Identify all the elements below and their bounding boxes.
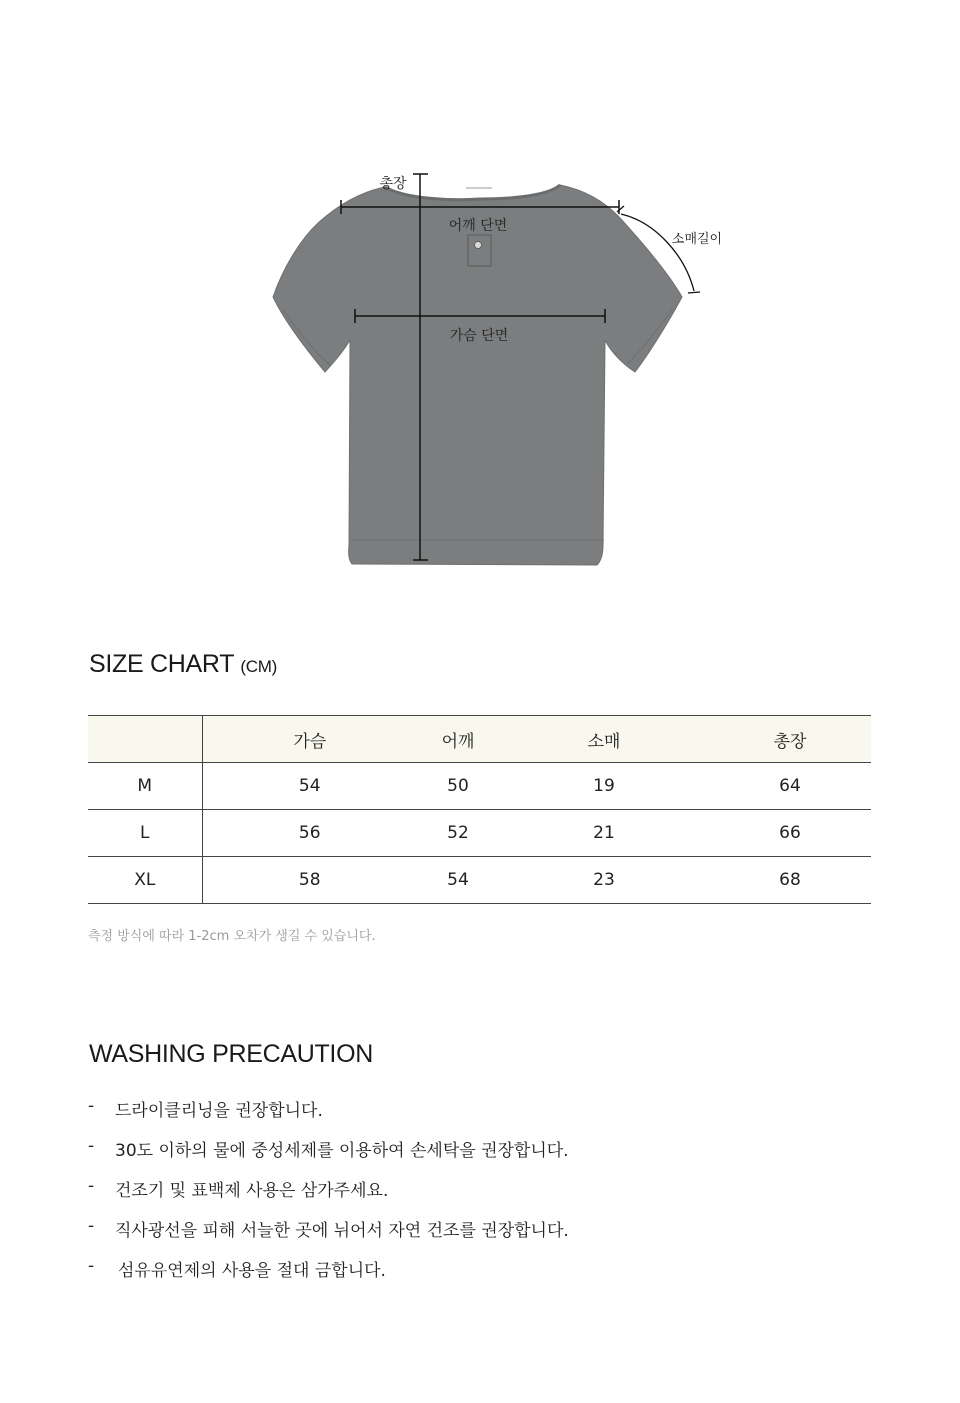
bullet: -	[88, 1256, 95, 1276]
measurement-note: 측정 방식에 따라 1-2cm 오차가 생길 수 있습니다.	[88, 929, 376, 944]
value-cell: 21	[499, 810, 709, 857]
value-cell: 54	[417, 857, 499, 904]
size-cell: M	[88, 763, 202, 810]
bullet: -	[88, 1096, 95, 1116]
header-cell: 어깨	[417, 716, 499, 763]
value-cell: 54	[202, 763, 417, 810]
washing-item-text: 드라이클리닝을 권장합니다.	[115, 1101, 323, 1121]
table-row	[88, 857, 871, 904]
size-cell: XL	[88, 857, 202, 904]
header-cell: 총장	[709, 716, 871, 763]
label-total-length: 총장	[379, 176, 407, 192]
bullet: -	[88, 1136, 95, 1156]
washing-item-text: 섬유유연제의 사용을 절대 금합니다.	[118, 1261, 386, 1281]
size-chart-title	[89, 650, 277, 679]
size-chart-unit: (CM)	[240, 657, 277, 676]
bullet: -	[88, 1216, 95, 1236]
washing-list	[88, 1096, 569, 1296]
list-item	[88, 1216, 569, 1256]
header-cell: 소매	[499, 716, 709, 763]
label-shoulder: 어깨 단면	[448, 218, 508, 234]
value-cell: 68	[709, 857, 871, 904]
washing-title: WASHING PRECAUTION	[89, 1040, 373, 1068]
washing-item-text: 건조기 및 표백제 사용은 삼가주세요.	[115, 1181, 389, 1201]
size-table	[88, 715, 871, 904]
label-chest: 가슴 단면	[449, 328, 509, 344]
washing-item-text: 직사광선을 피해 서늘한 곳에 뉘어서 자연 건조를 권장합니다.	[115, 1221, 569, 1241]
table-row	[88, 763, 871, 810]
table-row	[88, 810, 871, 857]
value-cell: 19	[499, 763, 709, 810]
value-cell: 50	[417, 763, 499, 810]
size-chart-heading: SIZE CHART	[89, 650, 234, 678]
label-sleeve: 소매길이	[671, 232, 723, 247]
size-table-header-row	[88, 716, 871, 763]
value-cell: 56	[202, 810, 417, 857]
value-cell: 23	[499, 857, 709, 904]
tshirt-illustration	[0, 0, 960, 620]
list-item	[88, 1096, 569, 1136]
list-item	[88, 1176, 569, 1216]
button-icon	[475, 242, 482, 249]
header-cell: 가슴	[202, 716, 417, 763]
value-cell: 64	[709, 763, 871, 810]
value-cell: 52	[417, 810, 499, 857]
bullet: -	[88, 1176, 95, 1196]
header-cell	[88, 716, 202, 763]
size-cell: L	[88, 810, 202, 857]
list-item	[88, 1136, 569, 1176]
washing-item-text: 30도 이하의 물에 중성세제를 이용하여 손세탁을 권장합니다.	[115, 1141, 569, 1161]
value-cell: 66	[709, 810, 871, 857]
garment-measurement-figure	[0, 0, 960, 620]
list-item	[88, 1256, 569, 1296]
value-cell: 58	[202, 857, 417, 904]
